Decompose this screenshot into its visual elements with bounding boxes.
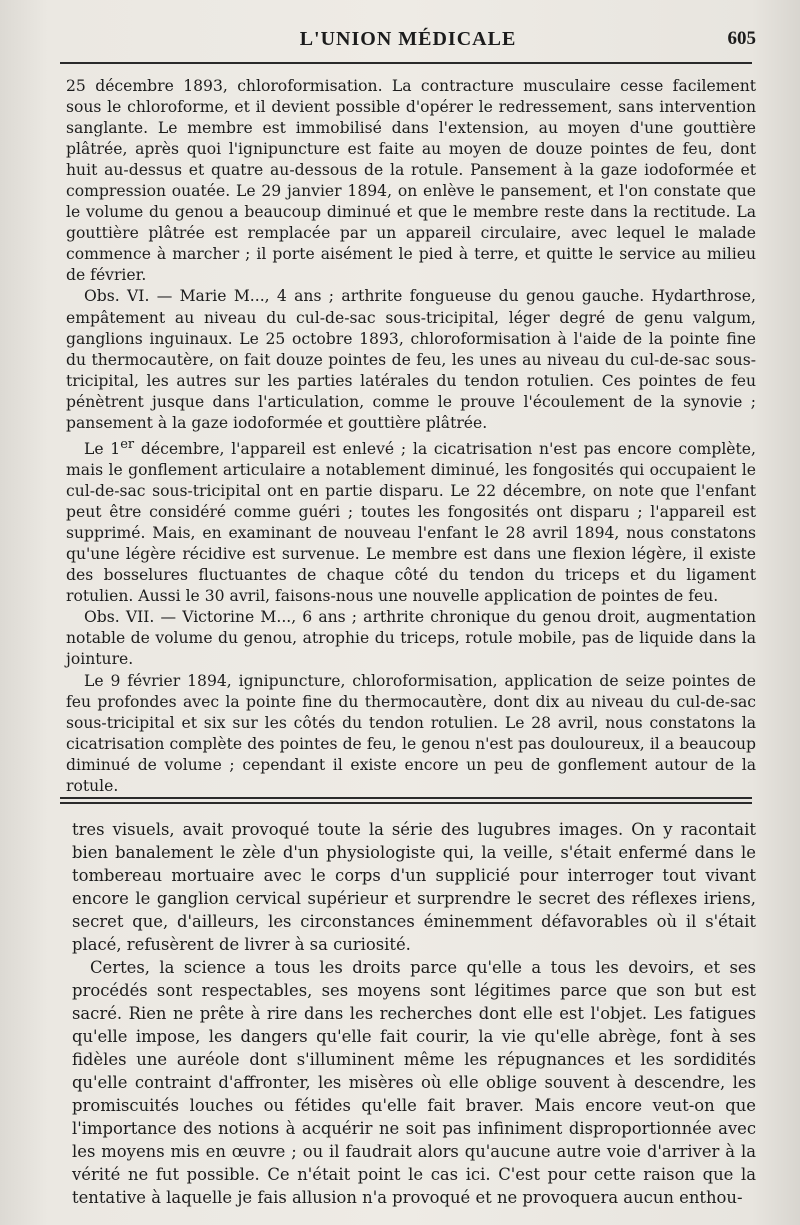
observation-7	[66, 607, 756, 670]
note-text: décembre, l'appareil est enlevé ; la cicatrisation n'est pas encore complète, mais le gonflement articulaire a notablement diminué, les fongosités qui occupaient le cul-de-sac sous-tricipital ont en partie disparu. Le 22 décembre, on note que l'enfant peut être considéré comme guéri ; toutes les fongosités ont disparu ; l'appareil est supprimé. Mais, en examinant de nouveau l'enfant le 28 avril 1894, nous constatons qu'une légère récidive est survenue. Le membre est dans une flexion légère, il existe des bosselures fluctuantes de chaque côté du tendon du triceps et du ligament rotulien. Aussi le 30 avril, faisons-nous une nouvelle application de pointes de feu.	[66, 439, 756, 606]
observation-text: — Marie M..., 4 ans ; arthrite fongueuse du genou gauche. Hydarthrose, empâtement au niveau du cul-de-sac sous-tricipital, léger degré de genu valgum, ganglions inguinaux. Le 25 octobre 1893, chloroformisation à l'aide de la pointe fine du thermocautère, on fait douze pointes de feu, les unes au niveau du cul-de-sac sous-tricipital, les autres sur les parties latérales du tendon rotulien. Ces pointes de feu pénètrent jusque dans l'articulation, comme le prouve l'écoulement de la synovie ; pansement à la gaze iodoformée et gouttière plâtrée.	[66, 287, 756, 432]
feuilleton-text	[72, 818, 756, 1209]
case-notes	[66, 76, 756, 797]
body-paragraph: Certes, la science a tous les droits parce qu'elle a tous les devoirs, et ses procédés sont respectables, ses moyens sont légitimes parce que son but est sacré. Rien ne prête à rire dans les recherches dont elle est l'objet. Les fatigues qu'elle impose, les dangers qu'elle fait courir, la vie qu'elle abrège, font à ses fidèles une auréole dont s'illuminent même les répugnances et les sordidités qu'elle contraint d'affronter, les misères où elle oblige souvent à descendre, les promiscuités louches ou fétides qu'elle fait braver. Mais encore veut-on que l'importance des notions à acquérir ne soit pas infiniment disproportionnée avec les moyens mis en œuvre ; ou il faudrait alors qu'aucune autre voie d'arriver à la vérité ne fut possible. Ce n'était point le cas ici. C'est pour cette raison que la tentative à laquelle je fais allusion n'a provoqué et ne provoquera aucun enthou-	[72, 958, 756, 1207]
page-number: 605	[727, 28, 756, 49]
observation-text: — Victorine M..., 6 ans ; arthrite chronique du genou droit, augmentation notable de volume du genou, atrophie du triceps, rotule mobile, pas de liquide dans la jointure.	[66, 608, 756, 669]
ordinal-suffix: er	[120, 436, 135, 452]
journal-title: L'UNION MÉDICALE	[299, 28, 517, 50]
observation-6	[66, 286, 756, 433]
running-header	[60, 22, 756, 52]
note-paragraph	[66, 434, 756, 608]
body-paragraph: tres visuels, avait provoqué toute la série des lugubres images. On y racontait bien banalement le zèle d'un physiologiste qui, la veille, s'était enfermé dans le tombereau mortuaire avec le corps d'un supplicié pour interroger tout vivant encore le ganglion cervical supérieur et surprendre le secret des réflexes iriens, secret que, d'ailleurs, les circonstances éminemment défavorables où il s'était placé, refusèrent de livrer à sa curiosité.	[72, 820, 756, 954]
section-divider	[60, 797, 752, 804]
note-paragraph: 25 décembre 1893, chloroformisation. La contracture musculaire cesse facilement sous le chloroforme, et il devient possible d'opérer le redressement, sans intervention sanglante. Le membre est immobilisé dans l'extension, au moyen d'une gouttière plâtrée, après quoi l'ignipuncture est faite au moyen de douze pointes de feu, dont huit au-dessus et quatre au-dessous de la rotule. Pansement à la gaze iodoformée et compression ouatée. Le 29 janvier 1894, on enlève le pansement, et l'on constate que le volume du genou a beaucoup diminué et que le membre reste dans la rectitude. La gouttière plâtrée est remplacée par un appareil circulaire, avec lequel le malade commence à marcher ; il porte aisément le pied à terre, et quitte le service au milieu de février.	[66, 77, 756, 285]
header-rule	[60, 62, 752, 64]
note-paragraph: Le 9 février 1894, ignipuncture, chloroformisation, application de seize pointes de feu profondes avec la pointe fine du thermocautère, dont dix au niveau du cul-de-sac sous-tricipital et six sur les côtés du tendon rotulien. Le 28 avril, nous constatons la cicatrisation complète des pointes de feu, le genou n'est pas douloureux, il a beaucoup diminué de volume ; cependant il existe encore un peu de gonflement autour de la rotule.	[66, 671, 756, 795]
note-text: Le 1	[84, 439, 121, 458]
observation-label: Obs. VII.	[84, 608, 155, 627]
observation-label: Obs. VI.	[84, 287, 150, 306]
